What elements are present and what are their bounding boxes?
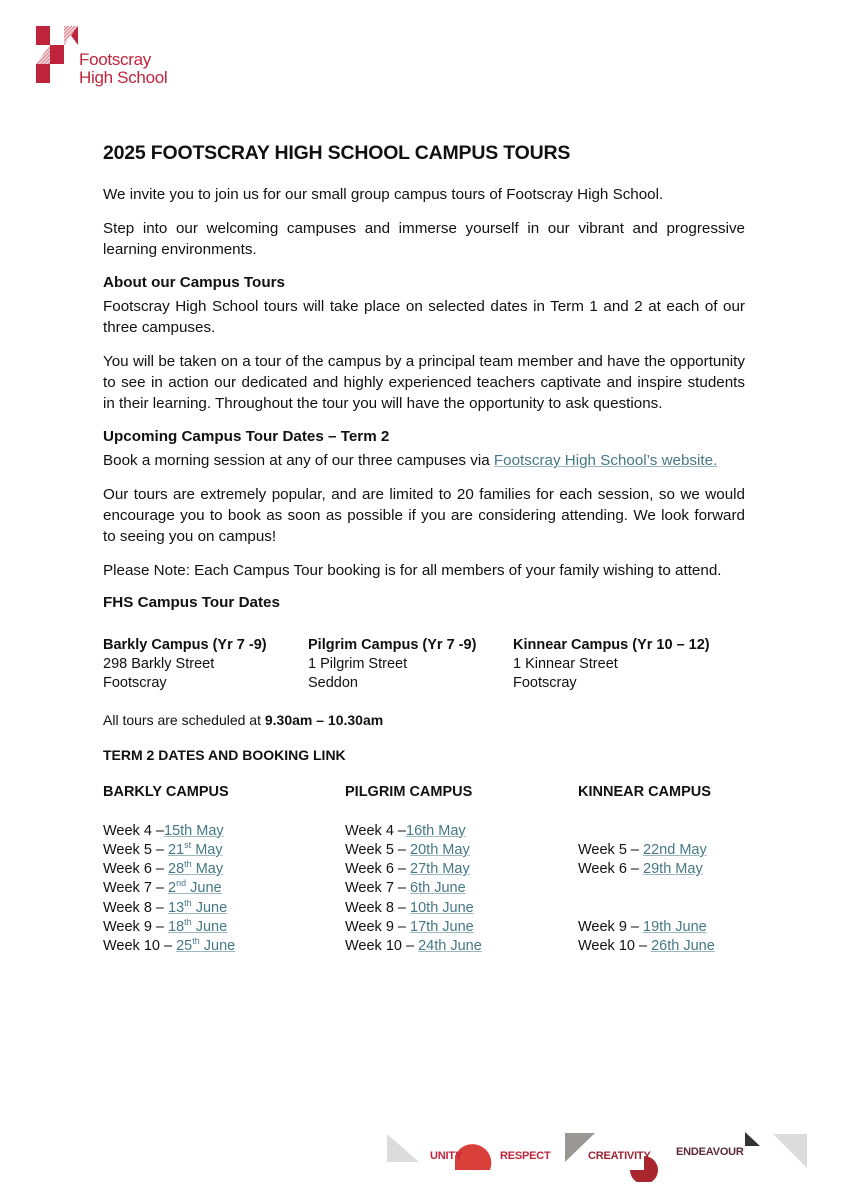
campus-barkly — [103, 636, 308, 693]
about-paragraph-1: Footscray High School tours will take place on selected dates in Term 1 and 2 at each of our three campuses. — [103, 298, 745, 337]
week-label: Week 5 – — [578, 841, 644, 858]
date-ordinal: th — [184, 859, 192, 870]
campus-name: Kinnear Campus (Yr 10 – 12) — [513, 637, 710, 654]
campus-suburb: Seddon — [308, 675, 358, 692]
date-row — [578, 937, 758, 956]
intro-paragraph-2: Step into our welcoming campuses and immerse yourself in our vibrant and progressive learning environments. — [103, 219, 745, 258]
date-row-empty — [578, 822, 758, 841]
school-website-link[interactable]: Footscray High School’s website. — [493, 452, 718, 470]
date-day: 20th — [410, 841, 439, 858]
upcoming-heading: Upcoming Campus Tour Dates – Term 2 — [103, 428, 390, 446]
date-ordinal: th — [184, 897, 192, 908]
schedule-prefix: All tours are scheduled at — [103, 712, 265, 729]
date-month: May — [196, 822, 224, 839]
date-ordinal: th — [184, 916, 192, 927]
booking-date-link[interactable] — [418, 938, 482, 954]
date-month: June — [434, 880, 466, 897]
booking-date-link[interactable] — [168, 842, 223, 858]
week-label: Week 9 – — [345, 918, 411, 935]
week-label: Week 4 – — [345, 822, 406, 839]
week-label: Week 8 – — [345, 899, 411, 916]
campus-suburb: Footscray — [513, 675, 577, 692]
booking-date-link[interactable] — [168, 897, 228, 916]
date-day: 19th — [643, 918, 672, 935]
page-title: 2025 FOOTSCRAY HIGH SCHOOL CAMPUS TOURS — [103, 142, 571, 164]
date-day: 15th — [164, 822, 193, 839]
date-row — [103, 860, 345, 879]
date-row — [103, 899, 345, 918]
date-day: 18 — [168, 918, 185, 935]
date-month: May — [195, 841, 223, 858]
campus-tour-dates-heading: FHS Campus Tour Dates — [103, 594, 280, 612]
date-day: 22nd — [643, 841, 676, 858]
date-row — [345, 841, 578, 860]
date-month: June — [195, 918, 228, 935]
date-month: June — [675, 918, 707, 935]
booking-paragraph — [103, 451, 745, 472]
date-row-empty — [578, 879, 758, 898]
date-row — [345, 899, 578, 918]
date-row — [103, 879, 345, 898]
date-day: 2 — [168, 880, 177, 897]
date-day: 10th — [410, 899, 439, 916]
date-month: June — [195, 899, 228, 916]
week-label: Week 5 – — [103, 841, 169, 858]
date-month: June — [683, 937, 715, 954]
school-crest-icon — [36, 26, 78, 86]
date-row — [345, 860, 578, 879]
about-heading: About our Campus Tours — [103, 274, 285, 292]
week-label: Week 9 – — [578, 918, 644, 935]
schedule-time: 9.30am – 10.30am — [264, 712, 384, 729]
date-month: May — [442, 861, 470, 878]
week-label: Week 4 – — [103, 822, 164, 839]
term2-heading: TERM 2 DATES AND BOOKING LINK — [103, 747, 346, 764]
booking-date-link[interactable] — [410, 842, 470, 858]
date-row — [103, 937, 345, 956]
date-day: 21 — [168, 841, 185, 858]
campus-addresses — [103, 636, 745, 693]
date-day: 24th — [418, 937, 447, 954]
booking-date-link[interactable] — [168, 861, 223, 877]
term2-dates-table — [103, 783, 745, 956]
date-day: 16th — [406, 822, 435, 839]
date-month: May — [438, 822, 466, 839]
booking-date-link[interactable] — [643, 842, 707, 858]
value-endeavour: ENDEAVOUR — [676, 1146, 744, 1158]
date-row — [103, 841, 345, 860]
booking-date-link[interactable] — [168, 916, 228, 935]
booking-text: Book a morning session at any of our three campuses via — [103, 452, 494, 470]
school-values-banner — [385, 1132, 810, 1182]
week-label: Week 7 – — [103, 880, 169, 897]
dates-column-pilgrim-campus — [345, 783, 578, 956]
campus-suburb: Footscray — [103, 675, 167, 692]
date-row-empty — [578, 899, 758, 918]
value-unity: UNITY — [430, 1150, 463, 1162]
note-paragraph: Please Note: Each Campus Tour booking is for all members of your family wishing to attend. — [103, 561, 722, 579]
booking-date-link[interactable] — [168, 880, 222, 896]
value-creativity: CREATIVITY — [588, 1150, 651, 1162]
date-day: 28 — [168, 861, 185, 878]
date-day: 27th — [410, 861, 439, 878]
date-day: 26th — [651, 937, 680, 954]
date-row — [345, 918, 578, 937]
date-month: June — [203, 937, 236, 954]
school-logo — [36, 26, 186, 88]
date-month: May — [675, 861, 703, 878]
date-month: June — [190, 880, 222, 897]
booking-date-link[interactable] — [410, 900, 474, 916]
campus-name: Barkly Campus (Yr 7 -9) — [103, 637, 267, 654]
booking-date-link[interactable] — [410, 861, 470, 877]
dates-column-heading: KINNEAR CAMPUS — [578, 784, 711, 801]
about-paragraph-2: You will be taken on a tour of the campus by a principal team member and have the opportunity to see in action our dedicated and highly experienced teachers captivate and inspire students in their learning. Throughout the tour you will have the opportunity to ask questions. — [103, 352, 745, 412]
week-label: Week 6 – — [578, 861, 644, 878]
date-row — [578, 841, 758, 860]
date-day: 13 — [168, 899, 185, 916]
dates-column-kinnear-campus — [578, 783, 758, 956]
date-ordinal: th — [192, 936, 200, 947]
date-row — [103, 822, 345, 841]
booking-date-link[interactable] — [643, 861, 703, 877]
date-day: 29th — [643, 861, 672, 878]
week-label: Week 9 – — [103, 918, 169, 935]
booking-date-link[interactable] — [651, 938, 715, 954]
logo-line-2: High School — [79, 68, 168, 87]
popular-paragraph: Our tours are extremely popular, and are limited to 20 families for each session, so we would encourage you to book as soon as possible if you are considering attending. We look forward to seeing you on campus! — [103, 486, 745, 545]
week-label: Week 5 – — [345, 841, 411, 858]
date-row — [103, 918, 345, 937]
schedule-note — [103, 712, 745, 728]
dates-column-barkly-campus — [103, 783, 345, 956]
dates-column-heading: PILGRIM CAMPUS — [345, 784, 473, 801]
booking-date-link[interactable] — [643, 919, 707, 935]
school-name-wordmark — [79, 51, 167, 87]
week-label: Week 10 – — [578, 937, 652, 954]
date-row — [345, 822, 578, 841]
booking-date-link[interactable] — [164, 823, 224, 839]
date-day: 6th — [410, 880, 431, 897]
campus-street: 1 Pilgrim Street — [308, 656, 408, 673]
week-label: Week 10 – — [345, 937, 419, 954]
week-label: Week 6 – — [345, 861, 411, 878]
dates-column-heading: BARKLY CAMPUS — [103, 784, 229, 801]
campus-street: 1 Kinnear Street — [513, 656, 618, 673]
logo-line-1: Footscray — [79, 50, 151, 69]
campus-kinnear — [513, 636, 718, 693]
date-month: June — [442, 899, 474, 916]
campus-pilgrim — [308, 636, 513, 693]
date-month: June — [442, 918, 474, 935]
date-row — [578, 860, 758, 879]
date-row — [345, 879, 578, 898]
date-ordinal: st — [184, 840, 192, 851]
week-label: Week 8 – — [103, 899, 169, 916]
booking-date-link[interactable] — [406, 823, 466, 839]
booking-date-link[interactable] — [410, 880, 466, 896]
booking-date-link[interactable] — [176, 938, 235, 954]
week-label: Week 10 – — [103, 937, 177, 954]
date-month: June — [450, 937, 482, 954]
intro-paragraph: We invite you to join us for our small group campus tours of Footscray High School. — [103, 186, 664, 203]
date-row — [345, 937, 578, 956]
booking-date-link[interactable] — [410, 919, 474, 935]
date-month: May — [195, 861, 224, 878]
value-respect: RESPECT — [500, 1150, 551, 1162]
date-ordinal: nd — [176, 878, 187, 889]
date-month: May — [442, 841, 470, 858]
week-label: Week 7 – — [345, 880, 411, 897]
week-label: Week 6 – — [103, 861, 169, 878]
campus-name: Pilgrim Campus (Yr 7 -9) — [308, 637, 477, 654]
date-row — [578, 918, 758, 937]
date-day: 17th — [410, 918, 439, 935]
campus-street: 298 Barkly Street — [103, 656, 215, 673]
date-day: 25 — [176, 937, 193, 954]
date-month: May — [679, 841, 707, 858]
document-body — [103, 142, 745, 956]
